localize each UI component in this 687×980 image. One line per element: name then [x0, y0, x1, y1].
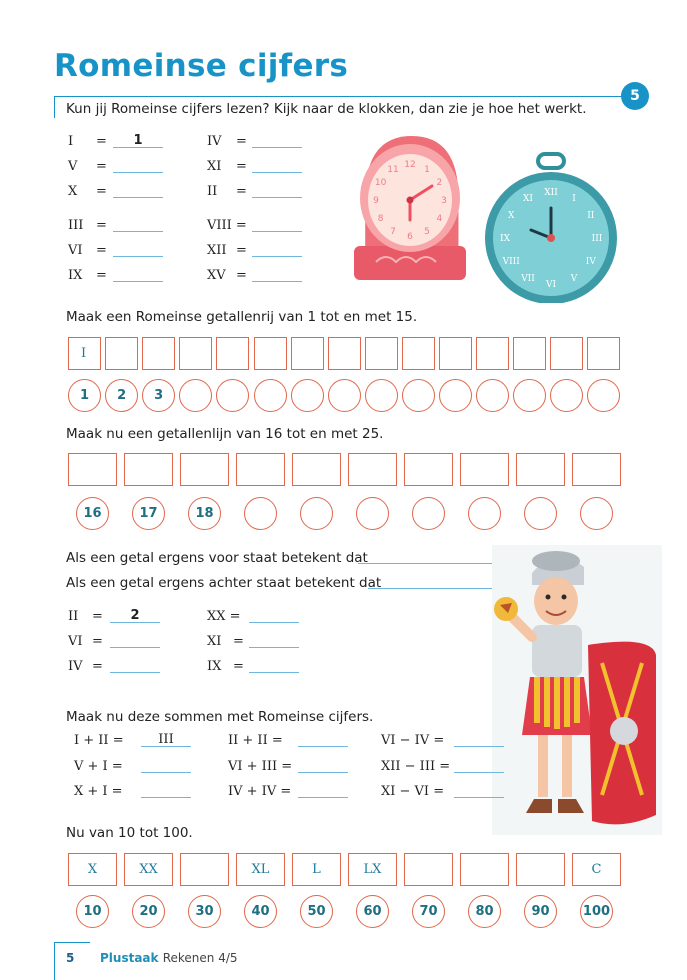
line25-box-2[interactable]	[180, 453, 229, 486]
row15-box-14[interactable]	[587, 337, 620, 370]
tens-circle-6[interactable]: 70	[412, 895, 445, 928]
ex1-right-roman-2: II	[207, 184, 218, 199]
ex1-right-eq-1: =	[236, 159, 247, 174]
sum-col3-expr-1: XII − III =	[381, 759, 451, 774]
ex1-left-answer-line-0	[113, 147, 163, 148]
answer-line-before[interactable]	[358, 563, 502, 564]
sum-col1-answer-0[interactable]: III	[158, 732, 174, 747]
pink-clock-number: 10	[374, 178, 387, 188]
ex1-right-eq-4: =	[236, 243, 247, 258]
row15-circle-5[interactable]	[254, 379, 287, 412]
teal-clock-number: II	[587, 211, 595, 221]
footer-brand	[100, 951, 238, 965]
instruction-row-1-15: Maak een Romeinse getallenrij van 1 tot en met 15.	[66, 309, 418, 325]
ex5-right-roman-0: XX =	[207, 609, 241, 624]
ex1-left-roman-5: IX	[68, 268, 83, 283]
row15-circle-6[interactable]	[291, 379, 324, 412]
ex1-left-roman-3: III	[68, 218, 84, 233]
ex5-right-eq-1: =	[233, 634, 244, 649]
teal-clock	[485, 154, 617, 303]
sum-col2-answer-line-2	[298, 797, 348, 798]
ex5-left-answer-0[interactable]: 2	[130, 608, 140, 623]
footer-rule-top	[54, 942, 90, 943]
ex1-left-roman-2: X	[68, 184, 78, 199]
ex1-right-answer-line-3	[252, 231, 302, 232]
teal-clock-number: XI	[523, 194, 533, 205]
row15-box-4[interactable]	[216, 337, 249, 370]
ex5-left-answer-line-0	[110, 622, 160, 623]
ex1-left-answer-line-3	[113, 231, 163, 232]
row15-box-13[interactable]	[550, 337, 583, 370]
roman-soldier-illustration	[492, 545, 662, 835]
teal-clock-number: VIII	[502, 257, 520, 267]
footer-brand-name: Plustaak	[100, 951, 159, 965]
ex1-right-answer-line-4	[252, 256, 302, 257]
sum-col3-answer-line-0	[454, 746, 504, 747]
line25-circle-6[interactable]	[412, 497, 445, 530]
line25-circle-5[interactable]	[356, 497, 389, 530]
teal-clock-number: I	[572, 194, 576, 205]
ex1-left-answer-line-2	[113, 197, 163, 198]
ex5-left-roman-1: VI	[68, 634, 83, 649]
tens-circle-3[interactable]: 40	[244, 895, 277, 928]
pink-clock-number: 3	[441, 196, 447, 206]
row15-box-9[interactable]	[402, 337, 435, 370]
row15-circle-14[interactable]	[587, 379, 620, 412]
intro-text: Kun jij Romeinse cijfers lezen? Kijk naar de klokken, dan zie je hoe het werkt.	[66, 101, 587, 117]
ex1-left-eq-3: =	[96, 218, 107, 233]
tens-box-1[interactable]: XX	[124, 853, 173, 886]
row15-box-2[interactable]	[142, 337, 175, 370]
sum-col1-answer-line-2	[141, 797, 191, 798]
sum-col1-expr-0: I + II =	[74, 733, 124, 748]
ex5-left-roman-0: II	[68, 609, 79, 624]
sum-col1-expr-1: V + I =	[74, 759, 123, 774]
teal-clock-number: X	[507, 211, 515, 221]
sum-col1-answer-line-1	[141, 772, 191, 773]
line25-box-6[interactable]	[404, 453, 453, 486]
sum-col2-answer-line-1	[298, 772, 348, 773]
pink-clock-number: 1	[424, 164, 430, 175]
sum-col2-expr-1: VI + III =	[228, 759, 293, 774]
ex1-left-eq-4: =	[96, 243, 107, 258]
ex1-right-answer-line-1	[252, 172, 302, 173]
sum-col3-expr-2: XI − VI =	[381, 784, 445, 799]
row15-circle-4[interactable]	[216, 379, 249, 412]
ex5-left-answer-line-2	[110, 672, 160, 673]
pink-clock-number: 11	[387, 164, 399, 175]
line25-circle-9[interactable]	[580, 497, 613, 530]
ex1-left-answer-line-1	[113, 172, 163, 173]
ex5-left-eq-1: =	[92, 634, 103, 649]
line25-circle-4[interactable]	[300, 497, 333, 530]
tens-box-9[interactable]: C	[572, 853, 621, 886]
tens-box-7[interactable]	[460, 853, 509, 886]
tens-circle-9[interactable]: 100	[580, 895, 613, 928]
row15-circle-1[interactable]: 2	[105, 379, 138, 412]
row15-box-12[interactable]	[513, 337, 546, 370]
row15-circle-11[interactable]	[476, 379, 509, 412]
row15-box-3[interactable]	[179, 337, 212, 370]
footer-rule-left	[54, 942, 55, 980]
tens-circle-7[interactable]: 80	[468, 895, 501, 928]
row15-circle-7[interactable]	[328, 379, 361, 412]
sum-col2-answer-line-0	[298, 746, 348, 747]
row15-circle-13[interactable]	[550, 379, 583, 412]
tens-box-4[interactable]: L	[292, 853, 341, 886]
row15-box-5[interactable]	[254, 337, 287, 370]
sum-col3-answer-line-2	[454, 797, 504, 798]
line25-box-0[interactable]	[68, 453, 117, 486]
row15-box-10[interactable]	[439, 337, 472, 370]
tens-circle-2[interactable]: 30	[188, 895, 221, 928]
line25-box-7[interactable]	[460, 453, 509, 486]
sum-col3-expr-0: VI − IV =	[381, 733, 445, 748]
ex5-left-eq-0: =	[92, 609, 103, 624]
row15-circle-12[interactable]	[513, 379, 546, 412]
statement-after: Als een getal ergens achter staat betekent dat	[66, 575, 382, 591]
ex5-right-answer-line-1	[249, 647, 299, 648]
row15-box-8[interactable]	[365, 337, 398, 370]
pink-clock-number: 2	[436, 178, 443, 188]
sum-col3-answer-line-1	[454, 772, 504, 773]
teal-clock-number: IX	[500, 234, 510, 244]
instruction-sums: Maak nu deze sommen met Romeinse cijfers.	[66, 709, 374, 725]
row15-circle-8[interactable]	[365, 379, 398, 412]
ex5-left-answer-line-1	[110, 647, 160, 648]
ex5-right-roman-1: XI	[207, 634, 222, 649]
pink-clock-number: 12	[404, 160, 416, 170]
tens-circle-5[interactable]: 60	[356, 895, 389, 928]
line25-box-5[interactable]	[348, 453, 397, 486]
row15-circle-9[interactable]	[402, 379, 435, 412]
ex1-right-roman-1: XI	[207, 159, 222, 174]
row15-box-1[interactable]	[105, 337, 138, 370]
row15-circle-0[interactable]: 1	[68, 379, 101, 412]
statement-before: Als een getal ergens voor staat betekent dat	[66, 550, 368, 566]
line25-circle-3[interactable]	[244, 497, 277, 530]
row15-box-6[interactable]	[291, 337, 324, 370]
tens-circle-0[interactable]: 10	[76, 895, 109, 928]
pink-clock	[354, 136, 466, 280]
ex1-right-eq-0: =	[236, 134, 247, 149]
ex1-left-eq-0: =	[96, 134, 107, 149]
pink-clock-number: 4	[436, 214, 443, 224]
ex1-right-roman-0: IV	[207, 134, 222, 149]
pink-clock-number: 6	[407, 232, 413, 242]
pink-clock-number: 8	[377, 214, 384, 224]
tens-box-0[interactable]: X	[68, 853, 117, 886]
instruction-line-16-25: Maak nu een getallenlijn van 16 tot en met 25.	[66, 426, 384, 442]
pink-clock-number: 5	[424, 227, 430, 238]
ex5-left-roman-2: IV	[68, 659, 83, 674]
header-rule	[54, 96, 630, 97]
row15-circle-10[interactable]	[439, 379, 472, 412]
ex1-right-eq-5: =	[236, 268, 247, 283]
tens-circle-8[interactable]: 90	[524, 895, 557, 928]
sum-col1-answer-line-0	[141, 746, 191, 747]
line25-box-3[interactable]	[236, 453, 285, 486]
ex1-right-eq-2: =	[236, 184, 247, 199]
sum-col1-expr-2: X + I =	[74, 784, 123, 799]
ex1-left-answer-0[interactable]: 1	[133, 133, 143, 148]
sum-col2-expr-0: II + II =	[228, 733, 283, 748]
ex5-right-roman-2: IX	[207, 659, 222, 674]
header-rule-left	[54, 96, 55, 118]
ex1-left-answer-line-5	[113, 281, 163, 282]
ex5-right-eq-2: =	[233, 659, 244, 674]
row15-circle-3[interactable]	[179, 379, 212, 412]
row15-circle-2[interactable]: 3	[142, 379, 175, 412]
page-number-badge: 5	[621, 82, 649, 110]
ex1-right-answer-line-0	[252, 147, 302, 148]
ex1-right-answer-line-5	[252, 281, 302, 282]
pink-clock-number: 7	[390, 227, 396, 238]
teal-clock-number: VII	[521, 273, 535, 284]
line25-circle-8[interactable]	[524, 497, 557, 530]
ex1-left-roman-4: VI	[68, 243, 83, 258]
ex5-right-answer-line-2	[249, 672, 299, 673]
ex1-right-roman-5: XV	[207, 268, 226, 283]
clocks-illustration	[348, 128, 638, 303]
ex1-right-roman-3: VIII =	[207, 218, 247, 233]
row15-box-11[interactable]	[476, 337, 509, 370]
line25-circle-2[interactable]: 18	[188, 497, 221, 530]
tens-box-8[interactable]	[516, 853, 565, 886]
line25-box-9[interactable]	[572, 453, 621, 486]
instruction-10-100: Nu van 10 tot 100.	[66, 825, 193, 841]
footer-page-number: 5	[66, 951, 75, 965]
teal-clock-number: XII	[544, 188, 558, 198]
ex1-left-roman-1: V	[68, 159, 78, 174]
row15-box-7[interactable]	[328, 337, 361, 370]
teal-clock-number: V	[570, 273, 578, 284]
ex1-right-roman-4: XII	[207, 243, 227, 258]
ex1-left-eq-1: =	[96, 159, 107, 174]
footer-subtitle: Rekenen 4/5	[162, 951, 238, 965]
sum-col2-expr-2: IV + IV =	[228, 784, 292, 799]
tens-circle-4[interactable]: 50	[300, 895, 333, 928]
row15-box-0[interactable]: I	[68, 337, 101, 370]
line25-box-1[interactable]	[124, 453, 173, 486]
ex5-right-answer-line-0	[249, 622, 299, 623]
ex1-left-eq-2: =	[96, 184, 107, 199]
tens-box-5[interactable]: LX	[348, 853, 397, 886]
answer-line-after[interactable]	[368, 588, 502, 589]
ex1-left-roman-0: I	[68, 134, 74, 149]
ex1-right-answer-line-2	[252, 197, 302, 198]
ex1-left-eq-5: =	[96, 268, 107, 283]
line25-circle-1[interactable]: 17	[132, 497, 165, 530]
tens-box-2[interactable]	[180, 853, 229, 886]
line25-circle-0[interactable]: 16	[76, 497, 109, 530]
tens-circle-1[interactable]: 20	[132, 895, 165, 928]
teal-clock-number: IV	[585, 257, 596, 267]
line25-circle-7[interactable]	[468, 497, 501, 530]
tens-box-6[interactable]	[404, 853, 453, 886]
ex1-left-answer-line-4	[113, 256, 163, 257]
tens-box-3[interactable]: XL	[236, 853, 285, 886]
pink-clock-number: 9	[373, 196, 379, 206]
teal-clock-number: VI	[545, 280, 557, 290]
ex5-left-eq-2: =	[92, 659, 103, 674]
page-title: Romeinse cijfers	[54, 48, 349, 84]
line25-box-8[interactable]	[516, 453, 565, 486]
teal-clock-number: III	[591, 234, 603, 244]
line25-box-4[interactable]	[292, 453, 341, 486]
